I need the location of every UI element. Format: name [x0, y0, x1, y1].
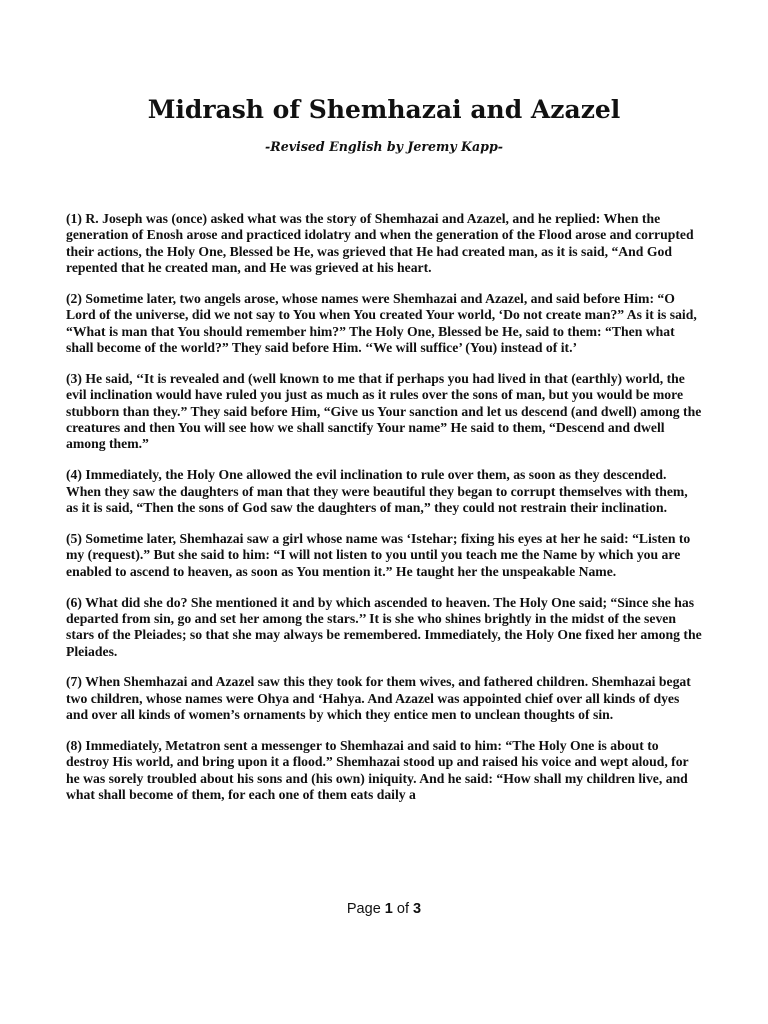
document-title: Midrash of Shemhazai and Azazel	[147, 95, 621, 124]
paragraph-3: (3) He said, ‘‘It is revealed and (well known to me that if perhaps you had lived in that (earthly) world, the evil inclination would have ruled you just as much as it rules over the sons of man, but you would be more stubborn than they.” They said before Him, “Give us Your sanction and let us descend (and dwell) among the creatures and then You will see how we shall sanctify Your name” He said to them, “Descend and dwell among them.”	[66, 370, 702, 452]
paragraph-8: (8) Immediately, Metatron sent a messenger to Shemhazai and said to him: “The Holy One is about to destroy His world, and bring upon it a flood.” Shemhazai stood up and raised his voice and wept aloud, for he was sorely troubled about his sons and (his own) iniquity. And he said: “How shall my children live, and what shall become of them, for each one of them eats daily a	[66, 738, 689, 803]
total-pages-number: 3	[413, 901, 422, 917]
page-footer	[0, 899, 768, 919]
paragraph-2: (2) Sometime later, two angels arose, whose names were Shemhazai and Azazel, and said before Him: “O Lord of the universe, did we not say to You when You created Your world, ‘Do not create man?” As it is said, “What is man that You should remember him?” The Holy One, Blessed be He, said to them: “Then what shall become of the world?” They said before Him. ‘‘We will suffice’ (You) instead of it.’	[66, 290, 697, 355]
paragraph-5: (5) Sometime later, Shemhazai saw a girl whose name was ‘Istehar; fixing his eyes at her he said: “Listen to my (request).” But she said to him: “I will not listen to you until you teach me the Name by which you are enabled to ascend to heaven, as soon as You mention it.” He taught her the unspeakable Name.	[66, 530, 691, 579]
paragraph-1: (1) R. Joseph was (once) asked what was the story of Shemhazai and Azazel, and he replied: When the generation of Enosh arose and practiced idolatry and when the generation of the Flood arose and corrupted their actions, the Holy One, Blessed be He, was grieved that He had created man, as it is said, “And God repented that he created man, and He was grieved at his heart.	[66, 211, 694, 276]
page-label: Page	[346, 901, 381, 917]
paragraph-6: (6) What did she do? She mentioned it and by which ascended to heaven. The Holy One said; “Since she has departed from sin, go and set her among the stars.’’ It is she who shines brightly in the midst of the seven stars of the Pleiades; so that she may always be remembered. Immediately, the Holy One fixed her among the Pleiades.	[66, 594, 702, 659]
paragraph-7: (7) When Shemhazai and Azazel saw this they took for them wives, and fathered children. Shemhazai begat two children, whose names were Ohya and ‘Hahya. And Azazel was appointed chief over all kinds of dyes and over all kinds of women’s ornaments by which they entice men to unclean thoughts of sin.	[66, 674, 691, 723]
current-page-number: 1	[384, 901, 393, 917]
paragraph-4: (4) Immediately, the Holy One allowed the evil inclination to rule over them, as soon as they descended. When they saw the daughters of man that they were beautiful they began to corrupt themselves with them, as it is said, “Then the sons of God saw the daughters of man,” they could not restrain their inclination.	[66, 467, 688, 515]
document-body	[66, 211, 702, 818]
of-label: of	[396, 901, 409, 917]
document-subtitle: -Revised English by Jeremy Kapp-	[265, 139, 503, 154]
